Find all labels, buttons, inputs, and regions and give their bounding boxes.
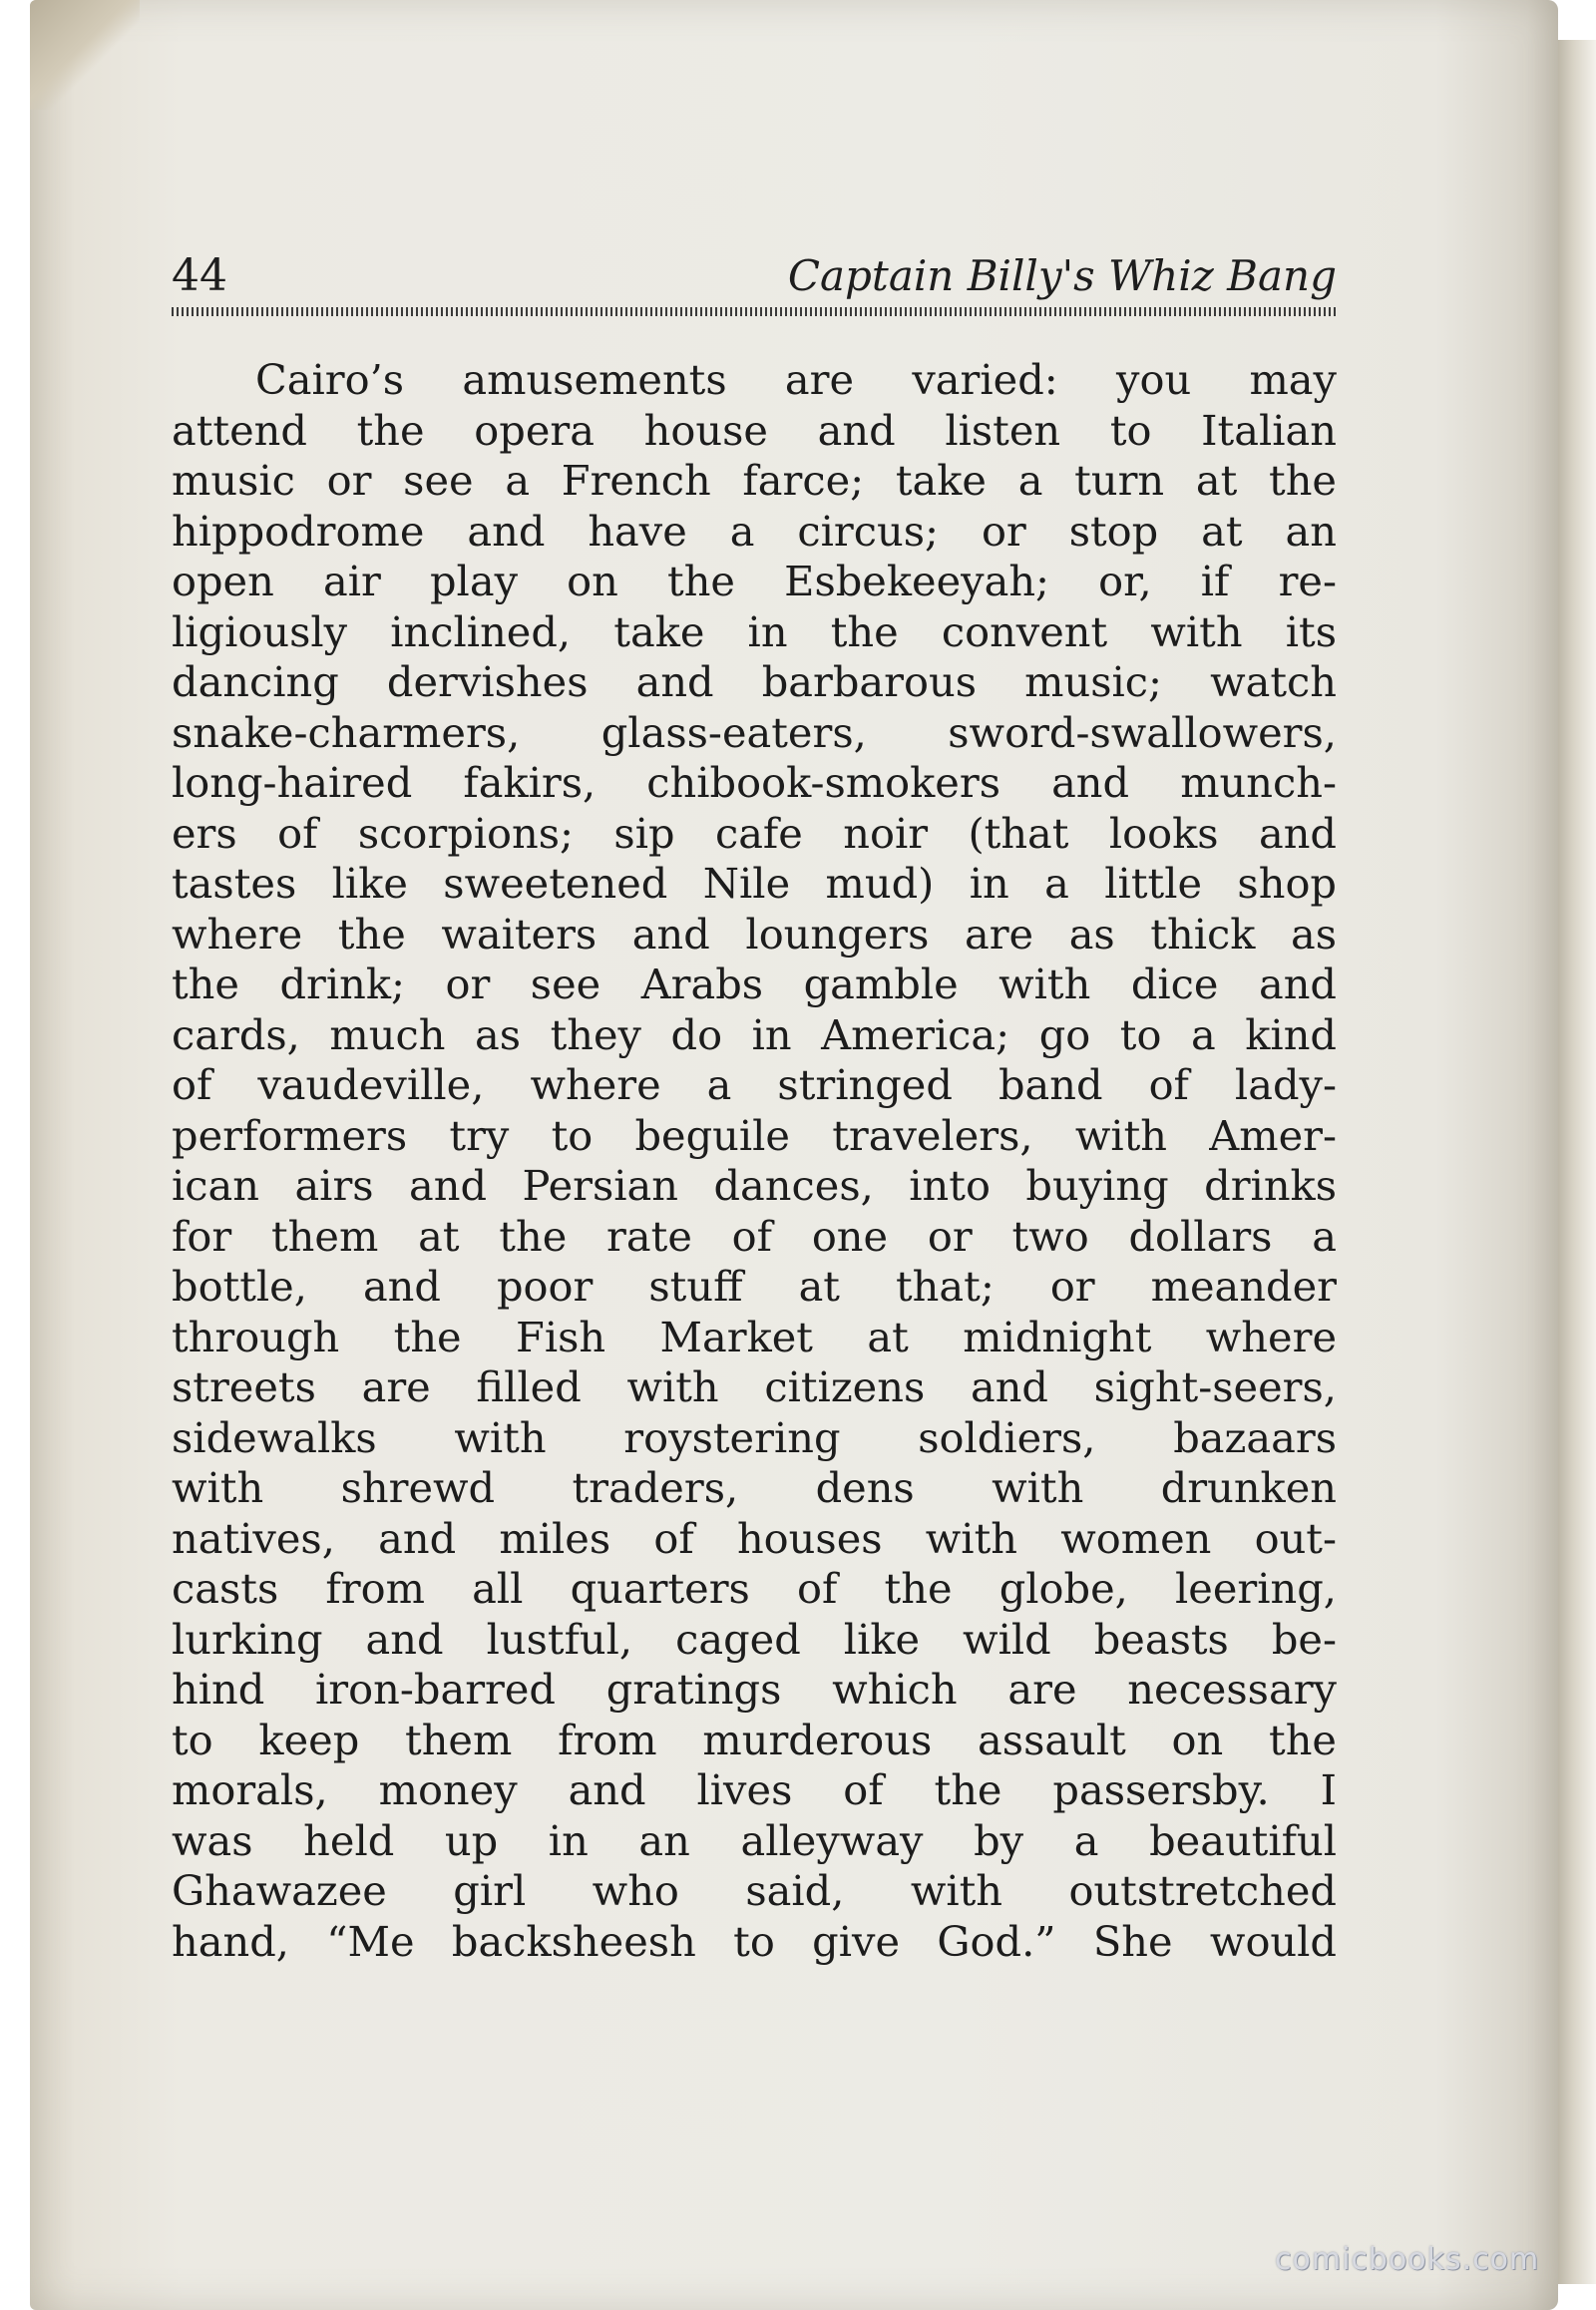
text-line: snake-charmers, glass-eaters, sword-swallowers, (172, 707, 1337, 757)
text-line: the drink; or see Arabs gamble with dice and (172, 960, 1337, 1008)
text-line: with shrewd traders, dens with drunken (172, 1463, 1337, 1512)
text-line: tastes like sweetened Nile mud) in a little shop (172, 859, 1337, 908)
body-text (172, 355, 1337, 1967)
text-line: ican airs and Persian dances, into buying drinks (172, 1161, 1337, 1210)
text-line: streets are filled with citizens and sight-seers, (172, 1362, 1337, 1411)
text-line: ligiously inclined, take in the convent with its (172, 606, 1337, 656)
text-line: sidewalks with roystering soldiers, bazaars (172, 1412, 1337, 1462)
text-line: bottle, and poor stuff at that; or meander (172, 1262, 1337, 1311)
text-line: was held up in an alleyway by a beautiful (172, 1815, 1337, 1865)
watermark: comicbooks.com (1275, 2242, 1540, 2277)
header-rule (172, 307, 1337, 316)
text-line: ers of scorpions; sip cafe noir (that looks and (172, 808, 1337, 858)
text-line: cards, much as they do in America; go to a kind (172, 1009, 1337, 1059)
text-line: where the waiters and loungers are as thick as (172, 909, 1337, 959)
text-line: Cairo’s amusements are varied: you may (255, 355, 1337, 404)
text-line: morals, money and lives of the passersby. I (172, 1765, 1337, 1814)
text-line: open air play on the Esbekeeyah; or, if re- (172, 557, 1337, 605)
text-line: of vaudeville, where a stringed band of lady- (172, 1060, 1337, 1109)
text-line: lurking and lustful, caged like wild beasts be- (172, 1614, 1337, 1664)
text-line: dancing dervishes and barbarous music; watch (172, 657, 1337, 706)
text-line: to keep them from murderous assault on the (172, 1715, 1337, 1764)
text-line: long-haired fakirs, chibook-smokers and munch- (172, 758, 1337, 807)
text-line: attend the opera house and listen to Italian (172, 405, 1337, 455)
text-line: through the Fish Market at midnight where (172, 1312, 1337, 1361)
text-line: casts from all quarters of the globe, leering, (172, 1564, 1337, 1613)
text-line: hand, “Me backsheesh to give God.” She would (172, 1916, 1337, 1966)
page-header (172, 247, 1337, 305)
text-line: natives, and miles of houses with women out- (172, 1513, 1337, 1563)
corner-fold (30, 0, 140, 110)
page-edge (1558, 40, 1596, 2284)
text-line: music or see a French farce; take a turn at the (172, 456, 1337, 505)
running-head: Captain Billy's Whiz Bang (787, 251, 1337, 300)
text-line: hind iron-barred gratings which are necessary (172, 1665, 1337, 1714)
text-line: hippodrome and have a circus; or stop at an (172, 506, 1337, 556)
text-line: performers try to beguile travelers, with Amer- (172, 1110, 1337, 1160)
page-number: 44 (172, 250, 227, 301)
text-line: Ghawazee girl who said, with outstretched (172, 1866, 1337, 1915)
text-line: for them at the rate of one or two dollars a (172, 1211, 1337, 1261)
